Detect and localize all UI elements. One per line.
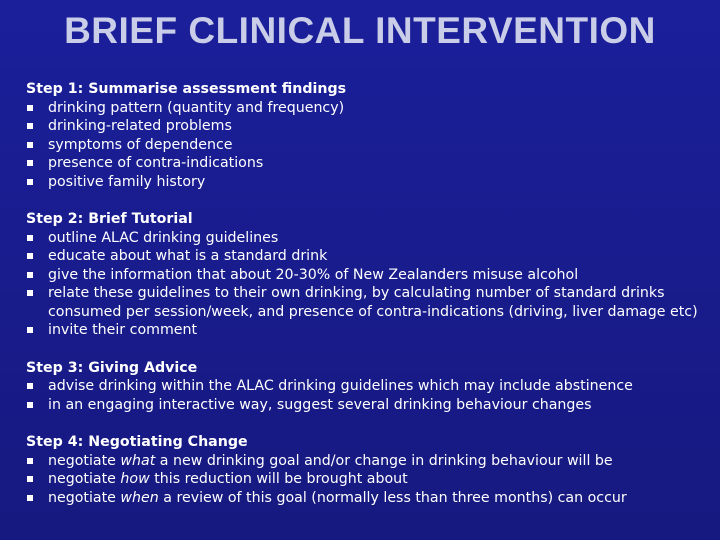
- bullet-text: advise drinking within the ALAC drinking guidelines which may include abstinence: [48, 378, 633, 394]
- list-item: [26, 173, 720, 192]
- list-item: [26, 321, 720, 340]
- bullet-text-lead: negotiate: [48, 452, 121, 469]
- step-heading: Step 4: Negotiating Change: [26, 434, 248, 450]
- list-item: [26, 377, 720, 396]
- list-item: [26, 99, 720, 118]
- bullet-text: educate about what is a standard drink: [48, 248, 328, 264]
- step-3: [26, 359, 720, 415]
- square-bullet-icon: [27, 458, 33, 464]
- bullet-text-lead: negotiate: [48, 489, 121, 506]
- step-2: [26, 210, 720, 340]
- list-item: [26, 489, 720, 508]
- square-bullet-icon: [27, 327, 33, 333]
- list-item: [26, 136, 720, 155]
- bullet-text: give the information that about 20-30% of New Zealanders misuse alcohol: [48, 266, 579, 283]
- list-item: [26, 452, 720, 471]
- square-bullet-icon: [27, 402, 33, 408]
- list-item: [26, 266, 720, 285]
- bullet-text-emphasis: when: [120, 489, 159, 506]
- square-bullet-icon: [27, 495, 33, 501]
- bullet-text: presence of contra-indications: [48, 155, 264, 171]
- step-1: [26, 80, 720, 191]
- list-item: [26, 229, 720, 248]
- bullet-text: outline ALAC drinking guidelines: [48, 229, 279, 246]
- step-4: [26, 433, 720, 507]
- step-heading: Step 3: Giving Advice: [26, 359, 198, 376]
- square-bullet-icon: [27, 105, 33, 111]
- bullet-text-lead: negotiate: [48, 471, 121, 487]
- bullet-text-rest: a new drinking goal and/or change in drinking behaviour will be: [155, 452, 613, 469]
- bullet-text: [48, 471, 408, 487]
- bullet-text-emphasis: what: [120, 452, 156, 469]
- bullet-text: [48, 490, 627, 506]
- list-item: [26, 284, 720, 321]
- square-bullet-icon: [27, 476, 33, 482]
- square-bullet-icon: [27, 253, 33, 259]
- square-bullet-icon: [27, 142, 33, 148]
- square-bullet-icon: [27, 383, 33, 389]
- bullet-text: drinking-related problems: [48, 118, 232, 134]
- list-item: [26, 154, 720, 173]
- bullet-text-rest: a review of this goal (normally less than three months) can occur: [158, 489, 627, 506]
- list-item: [26, 396, 720, 415]
- bullet-text-emphasis: how: [120, 471, 150, 487]
- square-bullet-icon: [27, 160, 33, 166]
- square-bullet-icon: [27, 179, 33, 185]
- bullet-text: symptoms of dependence: [48, 136, 233, 153]
- bullet-text: invite their comment: [48, 322, 198, 338]
- list-item: [26, 470, 720, 489]
- slide-content: [26, 80, 720, 526]
- bullet-list: [26, 452, 720, 508]
- list-item: [26, 117, 720, 136]
- bullet-list: [26, 229, 720, 340]
- slide-title: BRIEF CLINICAL INTERVENTION: [64, 10, 656, 51]
- list-item: [26, 247, 720, 266]
- bullet-list: [26, 377, 720, 414]
- step-heading: Step 2: Brief Tutorial: [26, 211, 193, 227]
- square-bullet-icon: [27, 235, 33, 241]
- bullet-text: positive family history: [48, 173, 206, 190]
- bullet-text: [48, 453, 613, 469]
- square-bullet-icon: [27, 123, 33, 129]
- step-heading: Step 1: Summarise assessment findings: [26, 81, 347, 97]
- bullet-text: in an engaging interactive way, suggest several drinking behaviour changes: [48, 396, 592, 413]
- square-bullet-icon: [27, 272, 33, 278]
- square-bullet-icon: [27, 290, 33, 296]
- bullet-text: drinking pattern (quantity and frequency): [48, 99, 345, 116]
- bullet-text: relate these guidelines to their own drinking, by calculating number of standard drinks consumed per session/week, and presence of contra-indications (driving, liver damage etc): [48, 285, 698, 320]
- bullet-text-rest: this reduction will be brought about: [149, 471, 408, 487]
- bullet-list: [26, 99, 720, 192]
